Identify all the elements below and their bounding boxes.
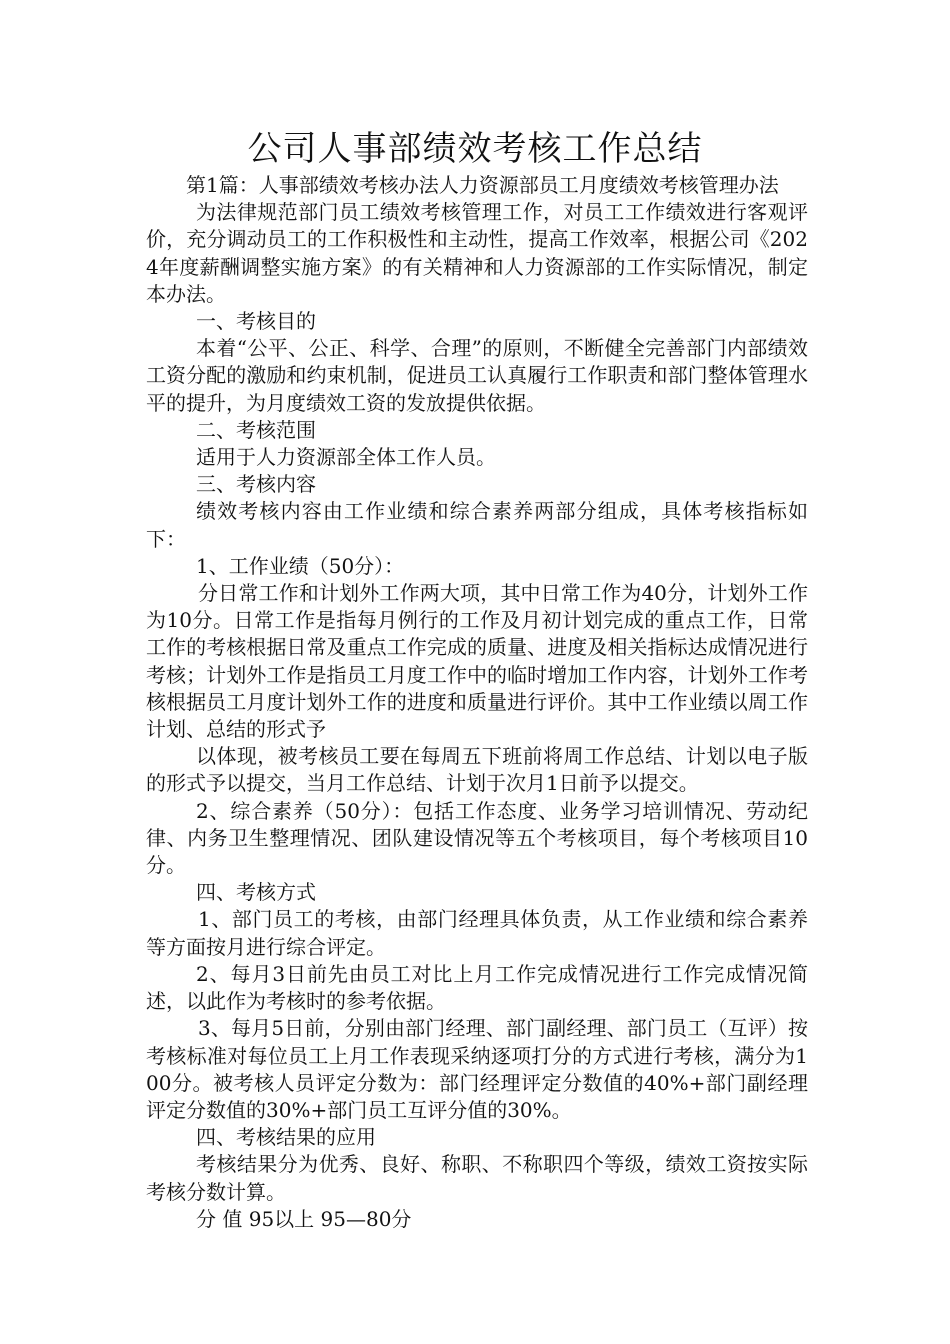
chapter-heading: 第1篇：人事部绩效考核办法人力资源部员工月度绩效考核管理办法 bbox=[186, 173, 779, 197]
method-item-3: 3、每月5日前，分别由部门经理、部门副经理、部门员工（互评）按考核标准对每位员工上月工作表现采纳逐项打分的方式进行考核，满分为100分。被考核人员评定分数为：部门经理评定分数值的40%+部门副经理评定分数值的30%+部门员工互评分值的30%。 bbox=[146, 1016, 808, 1122]
purpose-paragraph: 本着“公平、公正、科学、合理”的原则，不断健全完善部门内部绩效工资分配的激励和约束机制，促进员工认真履行工作职责和部门整体管理水平的提升，为月度绩效工资的发放提供依据。 bbox=[146, 336, 808, 415]
performance-continued-paragraph: 以体现，被考核员工要在每周五下班前将周工作总结、计划以电子版的形式予以提交，当月工作总结、计划于次月1日前予以提交。 bbox=[146, 744, 808, 796]
section-heading-method: 四、考核方式 bbox=[196, 880, 316, 905]
item-heading-performance: 1、工作业绩（50分）： bbox=[196, 553, 405, 578]
section-heading-results: 四、考核结果的应用 bbox=[196, 1125, 376, 1150]
results-paragraph: 考核结果分为优秀、良好、称职、不称职四个等级，绩效工资按实际考核分数计算。 bbox=[146, 1152, 808, 1204]
section-heading-content: 三、考核内容 bbox=[196, 472, 316, 497]
intro-paragraph: 为法律规范部门员工绩效考核管理工作，对员工工作绩效进行客观评价，充分调动员工的工作积极性和主动性，提高工作效率，根据公司《2024年度薪酬调整实施方案》的有关精神和人力资源部的工作实际情况，制定本办法。 bbox=[146, 200, 808, 306]
method-item-2: 2、每月3日前先由员工对比上月工作完成情况进行工作完成情况简述，以此作为考核时的参考依据。 bbox=[146, 961, 808, 1014]
quality-paragraph: 2、综合素养（50分）：包括工作态度、业务学习培训情况、劳动纪律、内务卫生整理情况、团队建设情况等五个考核项目，每个考核项目10分。 bbox=[146, 798, 808, 878]
content-paragraph: 绩效考核内容由工作业绩和综合素养两部分组成，具体考核指标如下： bbox=[146, 499, 808, 551]
section-heading-scope: 二、考核范围 bbox=[196, 417, 316, 442]
scope-paragraph: 适用于人力资源部全体工作人员。 bbox=[196, 445, 496, 470]
performance-paragraph: 分日常工作和计划外工作两大项，其中日常工作为40分，计划外工作为10分。日常工作是指每月例行的工作及月初计划完成的重点工作，日常工作的考核根据日常及重点工作完成的质量、进度及相关指标达成情况进行考核；计划外工作是指员工月度工作中的临时增加工作内容，计划外工作考核根据员工月度计划外工作的进度和质量进行评价。其中工作业绩以周工作计划、总结的形式予 bbox=[146, 581, 808, 742]
document-body bbox=[146, 172, 808, 1233]
method-item-1: 1、部门员工的考核，由部门经理具体负责，从工作业绩和综合素养等方面按月进行综合评定。 bbox=[146, 907, 808, 959]
section-heading-purpose: 一、考核目的 bbox=[196, 309, 316, 334]
score-table-header: 分 值 95以上 95—80分 bbox=[196, 1206, 412, 1231]
document-title: 公司人事部绩效考核工作总结 bbox=[247, 129, 703, 169]
